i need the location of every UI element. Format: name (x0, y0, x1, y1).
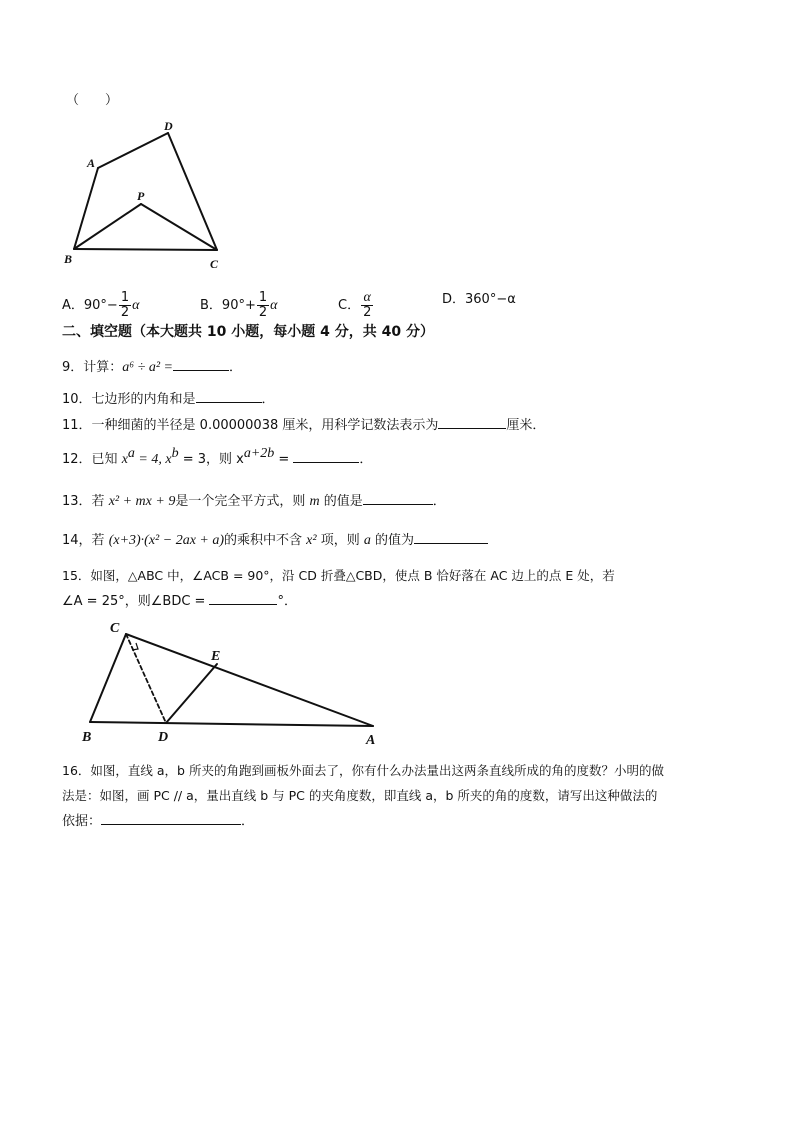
question-16-line-3: 依据： ． (62, 814, 255, 829)
question-15-line-1: 15．如图，△ABC 中，∠ACB = 90°，沿 CD 折叠△CBD，使点 B 恰好落在 AC 边上的点 E 处，若 (62, 568, 615, 583)
question-10: 10．七边形的内角和是 ． (62, 392, 275, 407)
answer-blank-16[interactable] (101, 812, 241, 825)
edge-BC (74, 249, 217, 250)
edge-CA (126, 634, 373, 726)
section-title: 二、填空题（本大题共 10 小题，每小题 4 分，共 40 分） (62, 324, 434, 340)
edge-DE (166, 664, 217, 723)
option-a-fraction: $\frac{1}{2}$ (120, 290, 130, 320)
label-D: D (164, 119, 173, 133)
question-14: 14，若 (x+3)·(x² − 2ax + a)的乘积中不含 x² 项，则 a 的值为 (62, 531, 488, 550)
answer-blank-13[interactable] (363, 492, 433, 505)
answer-blank-12[interactable] (293, 450, 359, 463)
label-P: P (137, 189, 145, 203)
edge-AB (74, 168, 98, 249)
figure-triangle-fold (80, 616, 380, 748)
option-a-prefix: A．90°− (62, 298, 118, 313)
options-row (62, 283, 582, 323)
answer-parentheses: （ ） (66, 93, 119, 108)
label-A: A (87, 156, 96, 170)
edge-PC (141, 204, 217, 250)
option-b-suffix: α (270, 298, 278, 313)
question-11: 11．一种细菌的半径是 0.00000038 厘米，用科学记数法表示为 厘米． (62, 418, 546, 433)
question-9: 9．计算：a⁶ ÷ a² = ． (62, 360, 242, 375)
label-C: C (210, 257, 219, 271)
option-b[interactable] (200, 291, 278, 320)
answer-blank-11[interactable] (438, 416, 506, 429)
edge-BC (90, 634, 126, 722)
answer-blank-15[interactable] (209, 592, 277, 605)
question-16-line-1: 16．如图，直线 a，b 所夹的角跑到画板外面去了，你有什么办法量出这两条直线所成的角的度数？小明的做 (62, 763, 664, 778)
figure-quadrilateral (58, 116, 233, 274)
option-d[interactable] (442, 291, 516, 309)
question-12: 12．已知 $x^a = 4$, $x^b = 3$，则 $x^{a+2b}$ = ． (62, 446, 373, 467)
option-a-suffix: α (132, 298, 140, 313)
answer-blank-9[interactable] (173, 358, 229, 371)
edge-DC (168, 133, 217, 250)
option-a[interactable] (62, 291, 139, 320)
label-A: A (366, 733, 376, 748)
option-c[interactable] (338, 291, 374, 320)
option-c-fraction: $\frac{\alpha}{2}$ (363, 290, 372, 320)
edge-BP (74, 204, 141, 249)
option-d-text: D．360°−α (442, 292, 516, 307)
answer-blank-10[interactable] (196, 390, 262, 403)
option-b-prefix: B．90°+ (200, 298, 256, 313)
answer-blank-14[interactable] (414, 531, 488, 544)
label-D: D (158, 730, 169, 745)
edge-BA (90, 722, 373, 726)
option-c-prefix: C． (338, 298, 361, 313)
label-B: B (82, 730, 92, 745)
edge-AD (98, 133, 168, 168)
label-B: B (64, 252, 73, 266)
question-13: 13．若 x² + mx + 9是一个完全平方式，则 m 的值是 ． (62, 494, 446, 509)
label-E: E (211, 649, 221, 664)
question-15-line-2: ∠A = 25°，则∠BDC = °． (62, 594, 297, 609)
label-C: C (110, 621, 120, 636)
option-b-fraction: $\frac{1}{2}$ (258, 290, 268, 320)
question-16-line-2: 法是：如图，画 PC // a，量出直线 b 与 PC 的夹角度数，即直线 a，b 所夹的角的度数，请写出这种做法的 (62, 788, 658, 803)
